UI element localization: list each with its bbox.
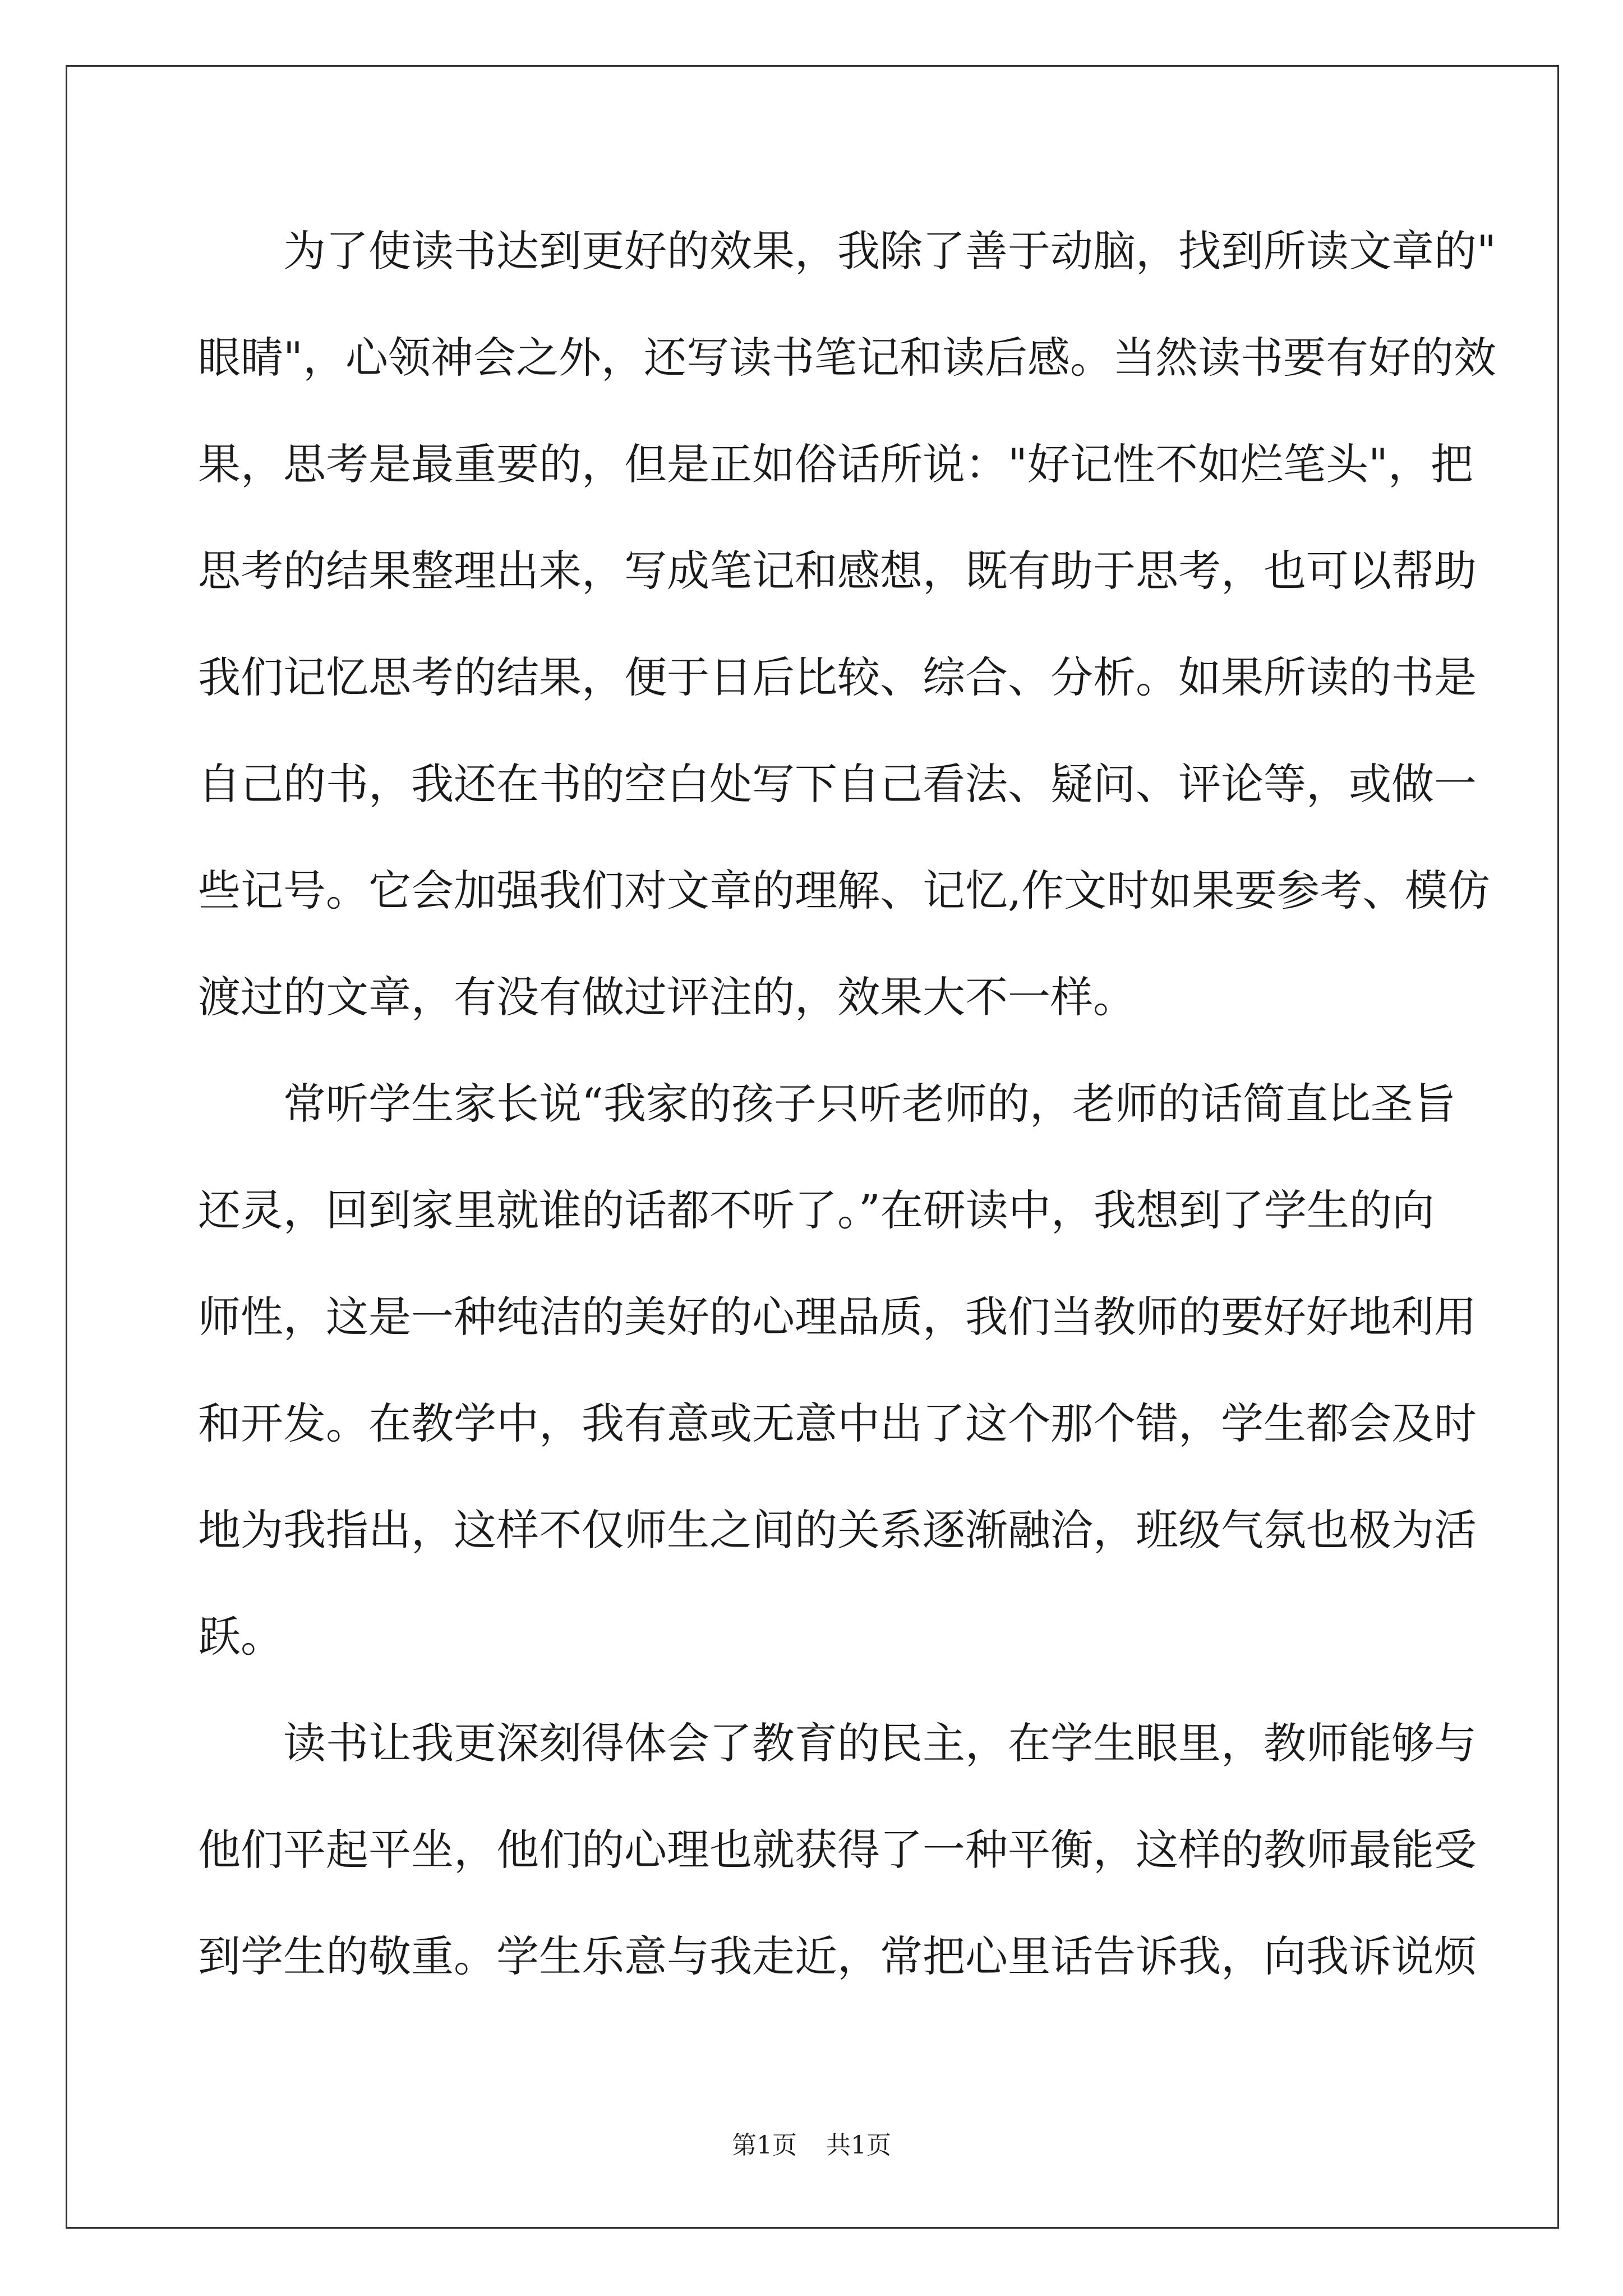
paragraph-2-line-3: 师性，这是一种纯洁的美好的心理品质，我们当教师的要好好地利用 xyxy=(198,1292,1477,1342)
paragraph-1-line-6: 自己的书，我还在书的空白处写下自己看法、疑问、评论等，或做一 xyxy=(198,759,1477,809)
paragraph-2-line-2: 还灵，回到家里就谁的话都不听了。”在研读中，我想到了学生的向 xyxy=(198,1185,1435,1235)
paragraph-2-line-4: 和开发。在教学中，我有意或无意中出了这个那个错，学生都会及时 xyxy=(198,1398,1477,1448)
paragraph-3-line-3: 到学生的敬重。学生乐意与我走近，常把心里话告诉我，向我诉说烦 xyxy=(198,1931,1477,1981)
page-total: 共1页 xyxy=(826,2131,891,2160)
paragraph-1-line-5: 我们记忆思考的结果，便于日后比较、综合、分析。如果所读的书是 xyxy=(198,652,1477,702)
paragraph-1-line-8: 渡过的文章，有没有做过评注的，效果大不一样。 xyxy=(198,972,1136,1022)
paragraph-1-line-2: 眼睛"，心领神会之外，还写读书笔记和读后感。当然读书要有好的效 xyxy=(198,333,1496,383)
paragraph-1-line-3: 果，思考是最重要的，但是正如俗话所说："好记性不如烂笔头"，把 xyxy=(198,439,1473,489)
page-footer xyxy=(0,2129,1623,2162)
paragraph-2-line-1: 常听学生家长说“我家的孩子只听老师的，老师的话简直比圣旨 xyxy=(283,1079,1456,1129)
paragraph-1-line-7: 些记号。它会加强我们对文章的理解、记忆,作文时如果要参考、模仿 xyxy=(198,866,1491,915)
paragraph-3-line-1: 读书让我更深刻得体会了教育的民主，在学生眼里，教师能够与 xyxy=(283,1718,1477,1768)
paragraph-1-line-4: 思考的结果整理出来，写成笔记和感想，既有助于思考，也可以帮助 xyxy=(198,546,1477,596)
page-number: 第1页 xyxy=(732,2131,797,2160)
paragraph-2-line-5: 地为我指出，这样不仅师生之间的关系逐渐融洽，班级气氛也极为活 xyxy=(198,1505,1477,1555)
paragraph-1-line-1: 为了使读书达到更好的效果，我除了善于动脑，找到所读文章的" xyxy=(283,226,1496,276)
paragraph-2-line-6: 跃。 xyxy=(198,1612,283,1662)
paragraph-3-line-2: 他们平起平坐，他们的心理也就获得了一种平衡，这样的教师最能受 xyxy=(198,1825,1477,1875)
